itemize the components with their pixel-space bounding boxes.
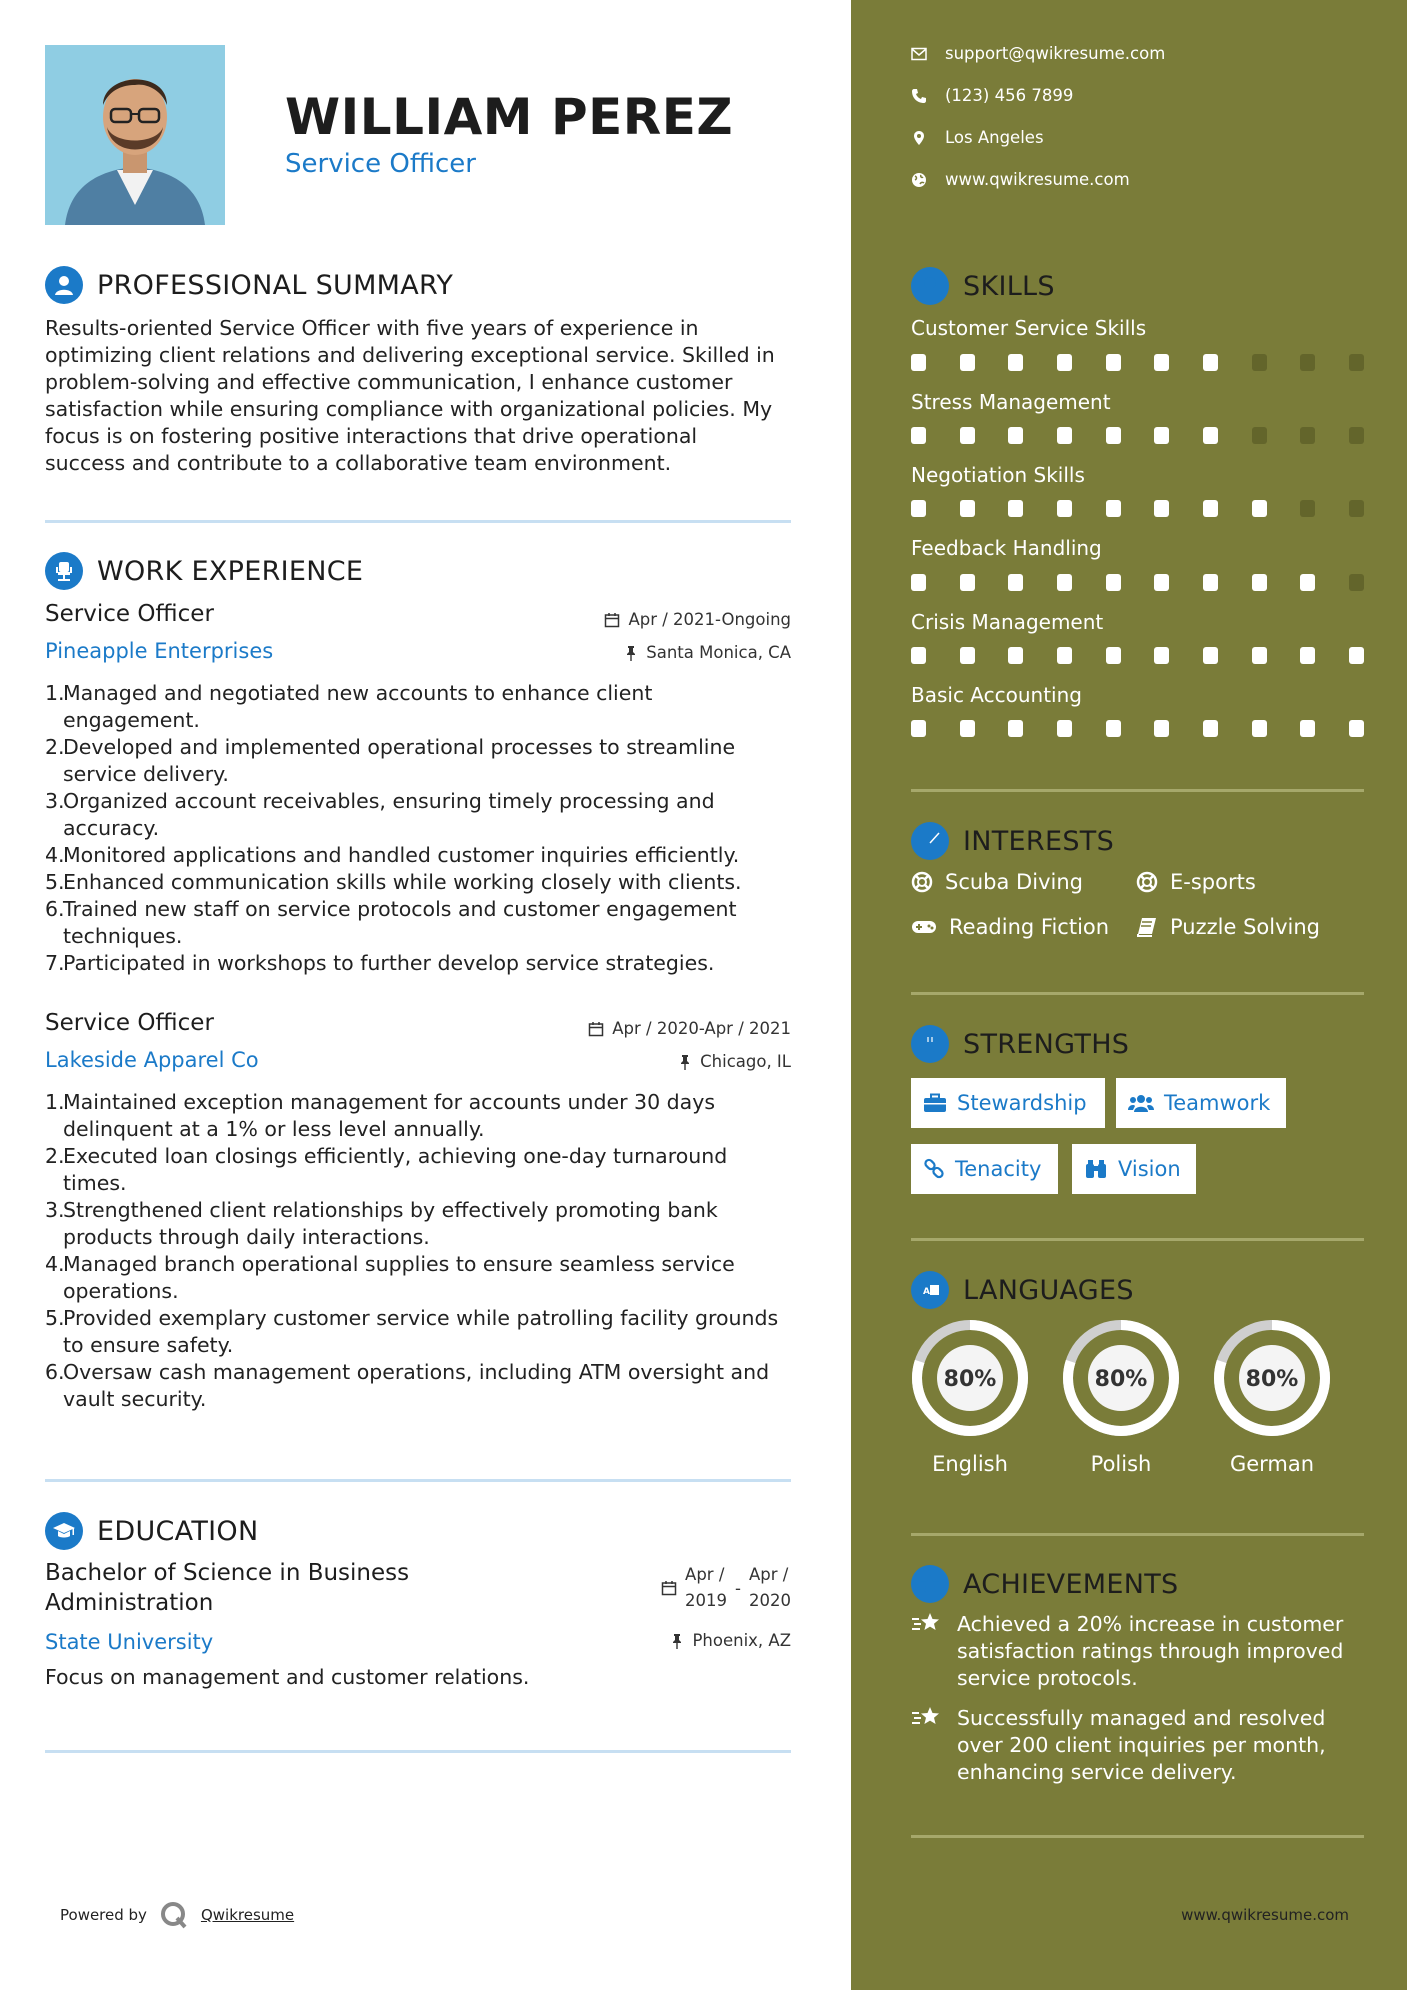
job-duties <box>45 680 805 977</box>
skill-dot-filled <box>1252 500 1267 517</box>
skill-dot-filled <box>1349 647 1364 664</box>
skill-dot-filled <box>1057 500 1072 517</box>
skill-dot-filled <box>911 647 926 664</box>
job-dates-text: Apr / 2020-Apr / 2021 <box>612 1019 791 1038</box>
globe-icon <box>911 172 927 188</box>
strength-chip <box>911 1078 1105 1128</box>
strengths-title: STRENGTHS <box>963 1028 1130 1060</box>
skill-dot-empty <box>1252 354 1267 371</box>
shooting-star-icon <box>911 1611 943 1637</box>
strength-label: Vision <box>1118 1157 1181 1181</box>
section-divider <box>911 1835 1364 1838</box>
contact-email <box>911 44 1165 63</box>
phone-icon <box>911 88 927 104</box>
achievement-line: satisfaction ratings through improved <box>957 1639 1344 1663</box>
interest-label: E-sports <box>1170 870 1256 894</box>
gamepad-icon <box>911 918 937 936</box>
phone-text: (123) 456 7899 <box>945 86 1074 105</box>
section-divider <box>45 1750 791 1753</box>
summary-line: optimizing client relations and delivering exceptional service. Skilled in <box>45 343 775 367</box>
qwikresume-logo-icon <box>159 1900 189 1930</box>
education-location <box>670 1631 791 1650</box>
skill-name: Feedback Handling <box>911 536 1102 560</box>
list-item: 5. Enhanced communication skills while working closely with clients. <box>45 870 742 894</box>
star-badge-icon <box>911 1565 949 1603</box>
interest-item <box>1136 870 1256 894</box>
summary-text <box>45 315 795 477</box>
skill-dot-filled <box>1300 647 1315 664</box>
education-location-text: Phoenix, AZ <box>692 1631 791 1650</box>
summary-line: success and contribute to a collaborative team environment. <box>45 451 672 475</box>
job-company: Lakeside Apparel Co <box>45 1048 259 1072</box>
skill-dot-empty <box>1349 354 1364 371</box>
skill-dot-filled <box>1300 574 1315 591</box>
interest-label: Puzzle Solving <box>1170 915 1320 939</box>
contact-phone <box>911 86 1073 105</box>
job-title: Service Officer <box>45 601 214 627</box>
list-item: 6. Oversaw cash management operations, including ATM oversight and vault security. <box>45 1360 770 1411</box>
achievement-item <box>911 1611 1371 1692</box>
language-name: Polish <box>1090 1452 1152 1476</box>
profile-photo <box>45 45 225 225</box>
interests-title: INTERESTS <box>963 825 1115 857</box>
education-heading <box>45 1512 258 1550</box>
skill-dot-filled <box>960 574 975 591</box>
language-percent: 80% <box>1094 1367 1148 1392</box>
language-gauge <box>908 1316 1032 1440</box>
language-percent: 80% <box>943 1367 997 1392</box>
interests-heading <box>911 822 1114 860</box>
skills-heading <box>911 267 1055 305</box>
skill-dot-filled <box>1252 647 1267 664</box>
interest-item <box>911 870 1083 894</box>
strength-chip <box>1072 1144 1196 1194</box>
skill-dot-filled <box>1106 427 1121 444</box>
strength-label: Teamwork <box>1164 1091 1271 1115</box>
website-text[interactable]: www.qwikresume.com <box>945 170 1130 189</box>
skill-name: Basic Accounting <box>911 683 1082 707</box>
qwikresume-link[interactable]: Qwikresume <box>200 1906 295 1924</box>
language-item <box>908 1316 1032 1476</box>
life-ring-icon <box>911 871 933 893</box>
section-divider <box>911 1238 1364 1241</box>
skill-dot-filled <box>1106 720 1121 737</box>
summary-title: PROFESSIONAL SUMMARY <box>97 269 454 301</box>
interest-label: Scuba Diving <box>945 870 1083 894</box>
skill-dot-empty <box>1349 574 1364 591</box>
skill-meter <box>911 500 1364 517</box>
skill-dot-empty <box>1300 500 1315 517</box>
achievement-line: enhancing service delivery. <box>957 1760 1237 1784</box>
list-item: 2. Executed loan closings efficiently, achieving one-day turnaround times. <box>45 1144 728 1195</box>
end-date: Apr / 2020 <box>749 1565 791 1610</box>
skill-dot-filled <box>1106 647 1121 664</box>
strength-label: Tenacity <box>955 1157 1042 1181</box>
skill-dot-filled <box>1154 427 1169 444</box>
language-name: English <box>932 1452 1008 1476</box>
skill-dot-filled <box>911 427 926 444</box>
job-duties <box>45 1089 805 1413</box>
language-gauge <box>1210 1316 1334 1440</box>
powered-by <box>60 1900 294 1930</box>
skill-dot-filled <box>1300 720 1315 737</box>
list-item: 2. Developed and implemented operational processes to streamline service delivery. <box>45 735 736 786</box>
education-dates <box>661 1562 791 1614</box>
strength-label: Stewardship <box>957 1091 1087 1115</box>
language-item <box>1210 1316 1334 1476</box>
skill-dot-filled <box>1057 427 1072 444</box>
calendar-icon <box>588 1021 604 1037</box>
language-item <box>1059 1316 1183 1476</box>
skill-dot-filled <box>1203 720 1218 737</box>
skill-dot-filled <box>1106 574 1121 591</box>
section-divider <box>45 1479 791 1482</box>
strength-chip <box>1116 1078 1286 1128</box>
skill-meter <box>911 647 1364 664</box>
skill-name: Stress Management <box>911 390 1111 414</box>
list-item: 1. Maintained exception management for accounts under 30 days delinquent at a 1% or less level annually. <box>45 1090 716 1141</box>
list-item: 3. Strengthened client relationships by effectively promoting bank products through daily interactions. <box>45 1198 718 1249</box>
summary-line: Results-oriented Service Officer with five years of experience in <box>45 316 699 340</box>
list-item: 7. Participated in workshops to further develop service strategies. <box>45 951 715 975</box>
users-icon <box>1128 1093 1154 1113</box>
experience-heading <box>45 552 363 590</box>
skill-dot-filled <box>1057 574 1072 591</box>
contact-website <box>911 170 1130 189</box>
list-item: 3. Organized account receivables, ensuring timely processing and accuracy. <box>45 789 715 840</box>
date-separator: - <box>735 1578 741 1598</box>
skill-dot-filled <box>960 500 975 517</box>
list-item: 6. Trained new staff on service protocols and customer engagement techniques. <box>45 897 737 948</box>
strengths-heading <box>911 1025 1129 1063</box>
candidate-role: Service Officer <box>285 149 476 179</box>
skill-dot-filled <box>1154 720 1169 737</box>
education-description: Focus on management and customer relations. <box>45 1665 530 1689</box>
skill-dot-filled <box>1008 720 1023 737</box>
job-company: Pineapple Enterprises <box>45 639 274 663</box>
job-location <box>624 643 791 662</box>
shooting-star-icon <box>911 1705 943 1731</box>
skill-dot-filled <box>1154 574 1169 591</box>
skill-dot-filled <box>1154 354 1169 371</box>
job-dates-text: Apr / 2021-Ongoing <box>628 610 791 629</box>
skill-meter <box>911 720 1364 737</box>
job-location-text: Santa Monica, CA <box>646 643 791 662</box>
language-gauge <box>1059 1316 1183 1440</box>
skill-dot-filled <box>1057 354 1072 371</box>
skill-dot-filled <box>1008 500 1023 517</box>
achievement-line: Successfully managed and resolved <box>957 1706 1326 1730</box>
skill-dot-empty <box>1349 427 1364 444</box>
envelope-icon <box>911 47 927 61</box>
user-icon <box>45 266 83 304</box>
skill-dot-filled <box>1154 647 1169 664</box>
skill-dot-empty <box>1349 500 1364 517</box>
skill-meter <box>911 427 1364 444</box>
section-divider <box>45 520 791 523</box>
interest-label: Reading Fiction <box>949 915 1110 939</box>
skill-dot-filled <box>911 500 926 517</box>
skill-dot-filled <box>1008 354 1023 371</box>
summary-heading <box>45 266 453 304</box>
pin-icon <box>624 645 638 661</box>
list-item: 5. Provided exemplary customer service while patrolling facility grounds to ensure safety. <box>45 1306 779 1357</box>
map-marker-icon <box>911 130 927 146</box>
location-text: Los Angeles <box>945 128 1044 147</box>
powered-by-label: Powered by <box>60 1906 147 1924</box>
achievement-line: service protocols. <box>957 1666 1138 1690</box>
language-percent: 80% <box>1245 1367 1299 1392</box>
achievements-heading <box>911 1565 1179 1603</box>
skill-dot-filled <box>1057 720 1072 737</box>
job-location <box>678 1052 791 1071</box>
pin-icon <box>678 1054 692 1070</box>
lightbulb-icon <box>911 267 949 305</box>
degree-title <box>45 1558 409 1618</box>
email-text[interactable]: support@qwikresume.com <box>945 44 1166 63</box>
skill-dot-filled <box>1008 427 1023 444</box>
section-divider <box>911 992 1364 995</box>
list-item: 4. Managed branch operational supplies to ensure seamless service operations. <box>45 1252 735 1303</box>
skill-dot-filled <box>1057 647 1072 664</box>
fist-icon <box>911 1025 949 1063</box>
graduation-cap-icon <box>45 1512 83 1550</box>
summary-line: problem-solving and effective communication, I enhance customer <box>45 370 733 394</box>
job-location-text: Chicago, IL <box>700 1052 791 1071</box>
degree-line: Bachelor of Science in Business <box>45 1560 410 1586</box>
office-chair-icon <box>45 552 83 590</box>
languages-title: LANGUAGES <box>963 1274 1134 1306</box>
achievements-title: ACHIEVEMENTS <box>963 1568 1179 1600</box>
skill-dot-filled <box>1252 574 1267 591</box>
contact-location <box>911 128 1044 147</box>
book-icon <box>1136 916 1158 938</box>
life-ring-icon <box>1136 871 1158 893</box>
calendar-icon <box>661 1580 677 1596</box>
skill-dot-filled <box>911 574 926 591</box>
skill-dot-empty <box>1300 427 1315 444</box>
skill-meter <box>911 574 1364 591</box>
experience-title: WORK EXPERIENCE <box>97 555 364 587</box>
skill-dot-filled <box>911 720 926 737</box>
interest-item <box>911 915 1109 939</box>
binoculars-icon <box>1084 1158 1108 1180</box>
section-divider <box>911 1533 1364 1536</box>
languages-heading <box>911 1271 1134 1309</box>
section-divider <box>911 789 1364 792</box>
skill-dot-filled <box>1203 500 1218 517</box>
skill-dot-filled <box>960 354 975 371</box>
achievement-item <box>911 1705 1371 1786</box>
list-item: 4. Monitored applications and handled customer inquiries efficiently. <box>45 843 740 867</box>
skill-name: Crisis Management <box>911 610 1104 634</box>
svg-text:A: A <box>923 1287 931 1297</box>
degree-line: Administration <box>45 1590 214 1616</box>
pin-icon <box>670 1633 684 1649</box>
summary-line: focus is on fostering positive interactions that drive operational <box>45 424 698 448</box>
skill-dot-filled <box>1106 500 1121 517</box>
skill-dot-filled <box>1008 574 1023 591</box>
skill-dot-filled <box>960 427 975 444</box>
skill-name: Negotiation Skills <box>911 463 1085 487</box>
start-date: Apr / 2019 <box>685 1565 728 1610</box>
skill-dot-filled <box>960 647 975 664</box>
skill-dot-filled <box>911 354 926 371</box>
translate-icon <box>911 1271 949 1309</box>
skill-dot-filled <box>1106 354 1121 371</box>
skill-dot-empty <box>1300 354 1315 371</box>
link-icon <box>923 1158 945 1180</box>
briefcase-icon <box>923 1093 947 1113</box>
skill-dot-filled <box>960 720 975 737</box>
calendar-icon <box>604 612 620 628</box>
list-item: 1. Managed and negotiated new accounts to enhance client engagement. <box>45 681 653 732</box>
skill-name: Customer Service Skills <box>911 316 1147 340</box>
skill-dot-filled <box>1154 500 1169 517</box>
skill-dot-filled <box>1203 574 1218 591</box>
candidate-name: WILLIAM PEREZ <box>285 88 734 146</box>
summary-line: satisfaction while ensuring compliance with organizational policies. My <box>45 397 773 421</box>
interest-item <box>1136 915 1320 939</box>
achievement-line: Achieved a 20% increase in customer <box>957 1612 1344 1636</box>
skill-dot-filled <box>1349 720 1364 737</box>
school-name: State University <box>45 1630 214 1654</box>
strength-chip <box>911 1144 1058 1194</box>
skill-dot-empty <box>1252 427 1267 444</box>
skills-title: SKILLS <box>963 270 1055 302</box>
achievement-line: over 200 client inquiries per month, <box>957 1733 1326 1757</box>
job-dates <box>604 610 791 629</box>
skill-dot-filled <box>1203 427 1218 444</box>
skill-dot-filled <box>1008 647 1023 664</box>
skill-dot-filled <box>1203 354 1218 371</box>
paper-plane-icon <box>911 822 949 860</box>
language-name: German <box>1229 1452 1315 1476</box>
skill-dot-filled <box>1252 720 1267 737</box>
skill-meter <box>911 354 1364 371</box>
job-dates <box>588 1019 791 1038</box>
footer-website[interactable]: www.qwikresume.com <box>1181 1906 1349 1924</box>
education-title: EDUCATION <box>97 1515 259 1547</box>
skill-dot-filled <box>1203 647 1218 664</box>
job-title: Service Officer <box>45 1010 214 1036</box>
